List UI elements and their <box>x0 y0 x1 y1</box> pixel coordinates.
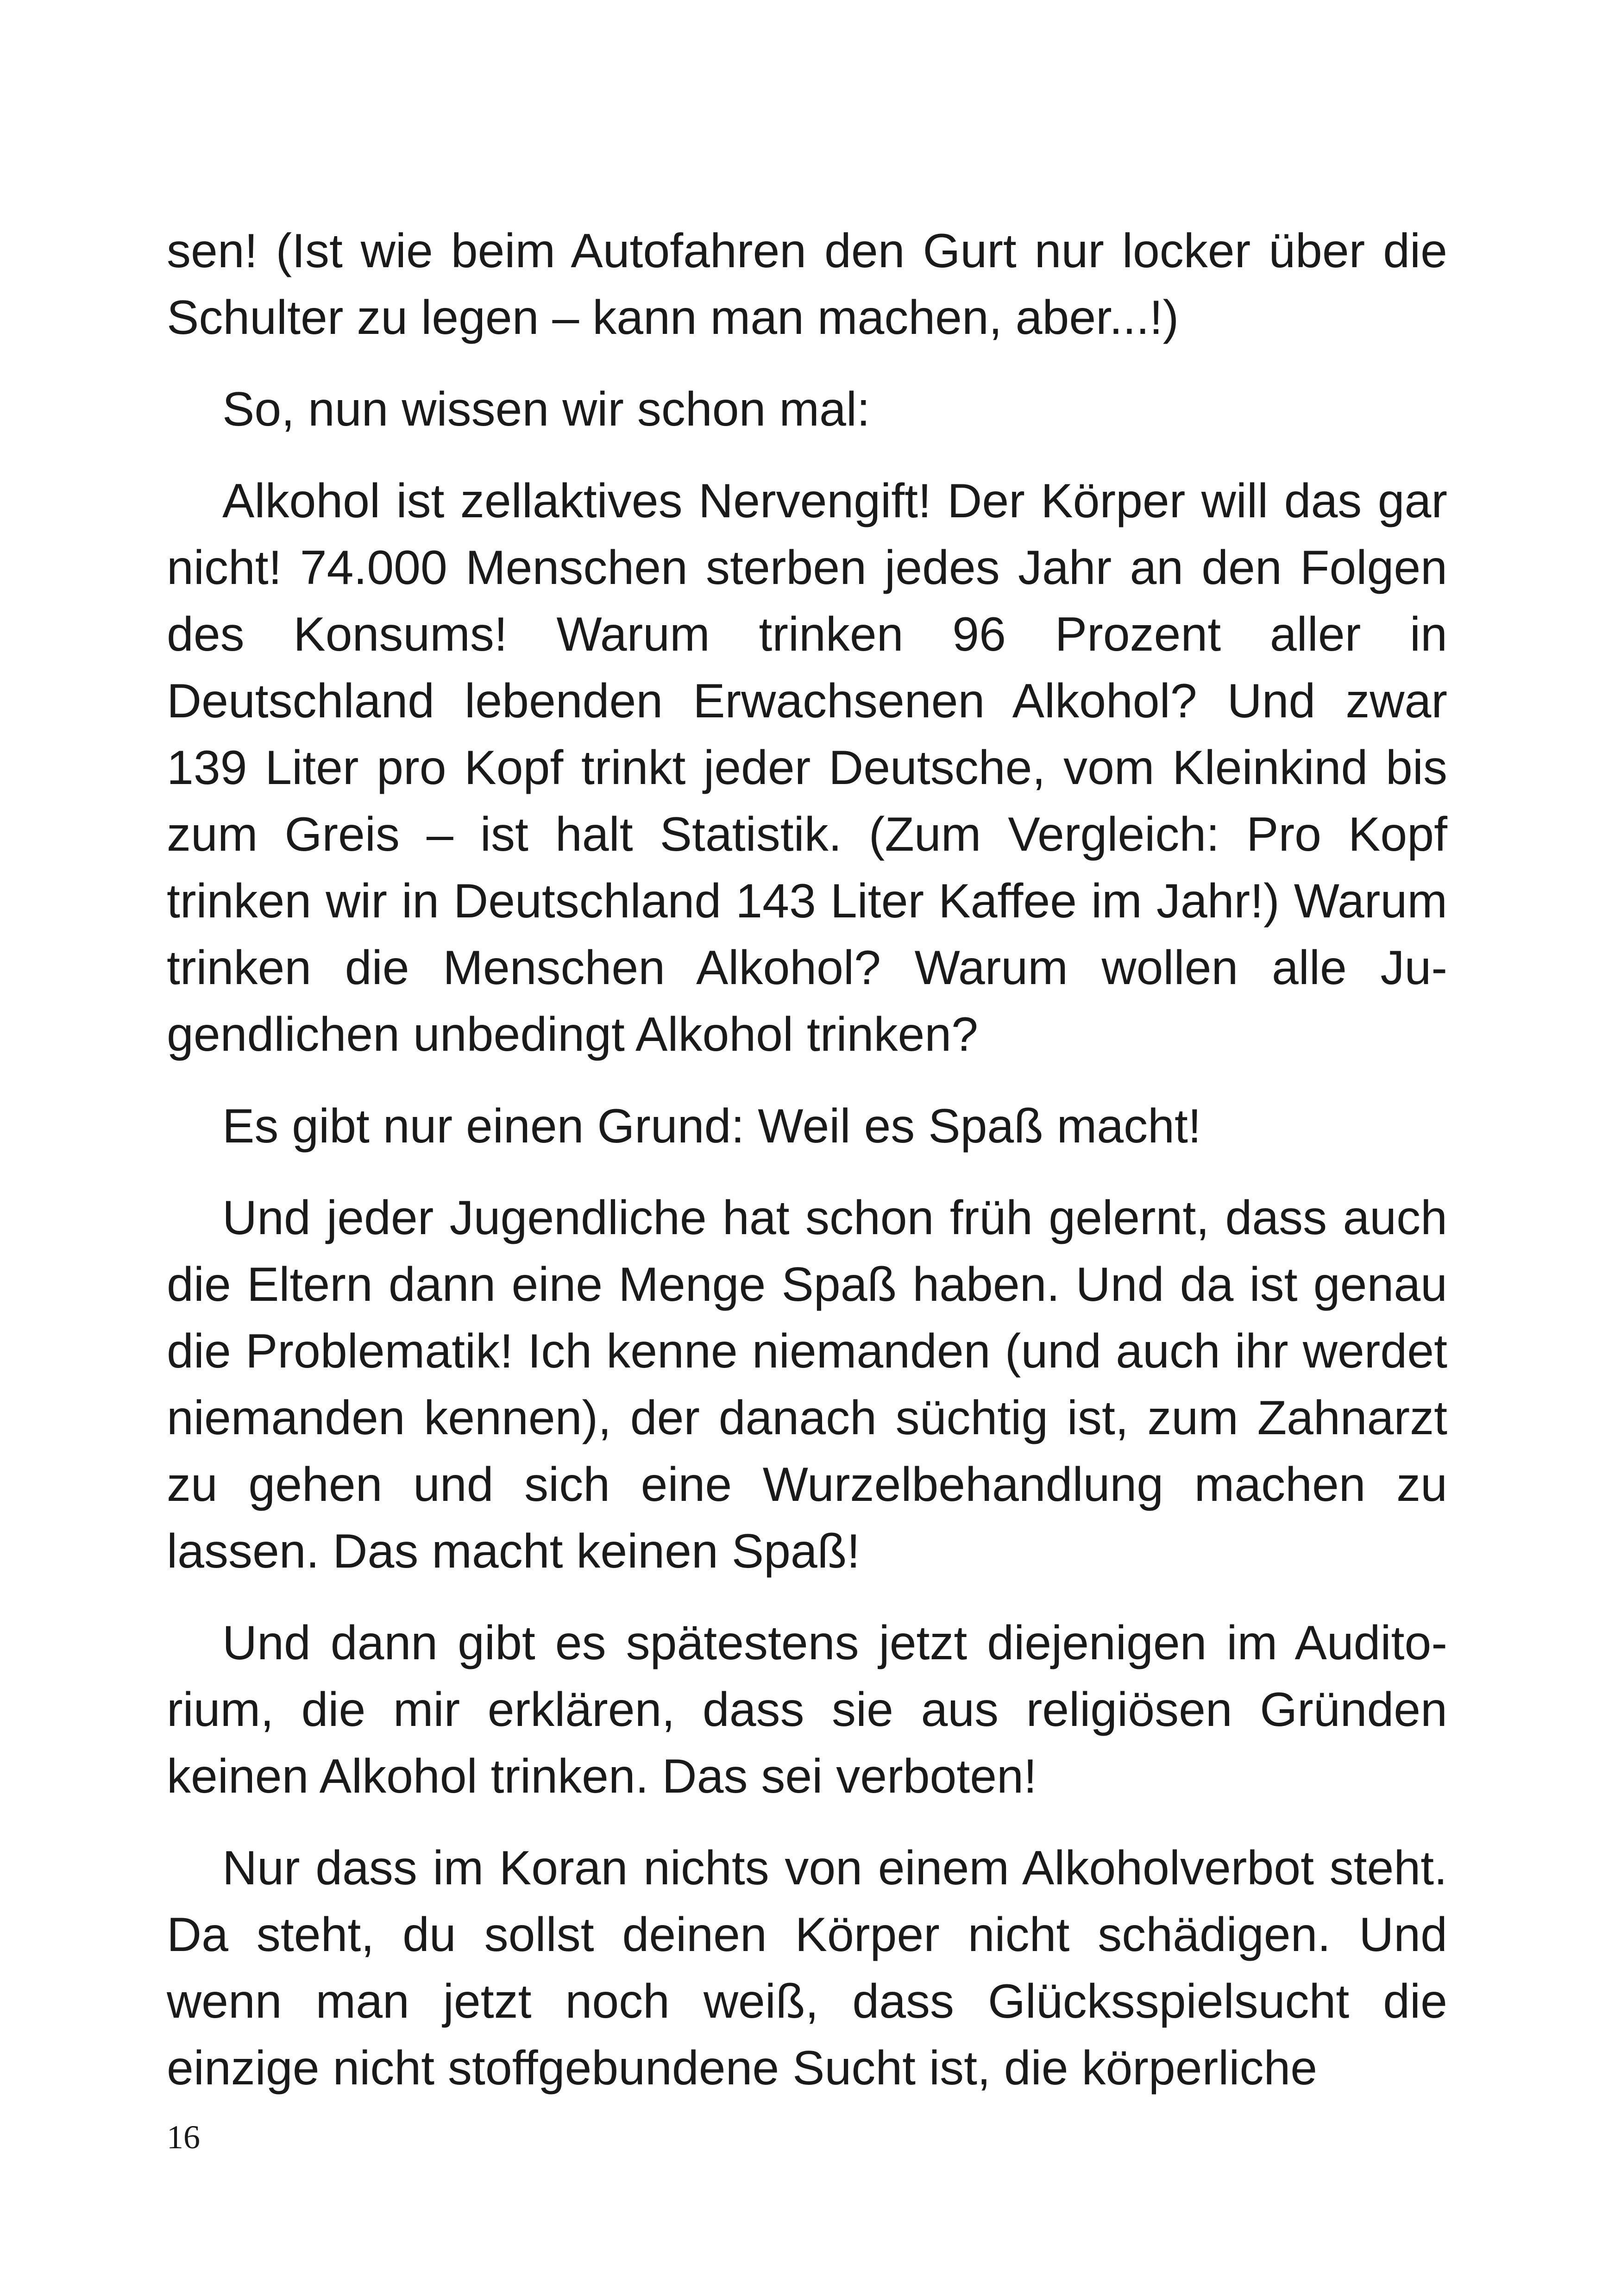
paragraph-summary-intro: So, nun wissen wir schon mal: <box>222 383 870 436</box>
paragraph-koran: Nur dass im Koran nichts von einem Alkoholverbot steht. Da steht, du sollst deinen Körper nicht schädigen. Und wenn man jetzt noch weiß, dass Glücksspielsucht die einzige nicht stoffgebundene Sucht ist, die körperliche <box>167 1841 1447 2095</box>
paragraph-youth-fun: Und jeder Jugendliche hat schon früh gelernt, dass auch die Eltern dann eine Menge Spaß haben. Und da ist genau die Problematik! Ich kenne niemanden (und auch ihr werdet niemanden kennen), der danach süchtig ist, zum Zahnarzt zu gehen und sich eine Wurzelbehandlung machen zu lassen. Das macht keinen Spaß! <box>167 1191 1447 1578</box>
page-number: 16 <box>167 2119 200 2156</box>
body-text <box>167 218 1447 2127</box>
paragraph-alcohol-facts: Alkohol ist zellaktives Nervengift! Der Körper will das gar nicht! 74.000 Menschen sterben jedes Jahr an den Folgen des Konsums! Warum trinken 96 Prozent aller in Deutschland lebenden Erwachsenen Alkohol? Und zwar 139 Liter pro Kopf trinkt jeder Deutsche, vom Kleinkind bis zum Greis – ist halt Statistik. (Zum Vergleich: Pro Kopf trinken wir in Deutschland 143 Liter Kaffee im Jahr!) Warum trinken die Menschen Alkohol? Warum wollen alle Jugendlichen unbedingt Alkohol trinken? <box>167 474 1447 1061</box>
paragraph-continuation: sen! (Ist wie beim Autofahren den Gurt nur locker über die Schulter zu legen – kann man machen, aber...!) <box>167 224 1447 345</box>
paragraph-religious: Und dann gibt es spätestens jetzt diejenigen im Auditorium, die mir erklären, dass sie aus religiösen Gründen keinen Alkohol trinken. Das sei verboten! <box>167 1616 1447 1803</box>
paragraph-reason: Es gibt nur einen Grund: Weil es Spaß macht! <box>222 1099 1201 1153</box>
